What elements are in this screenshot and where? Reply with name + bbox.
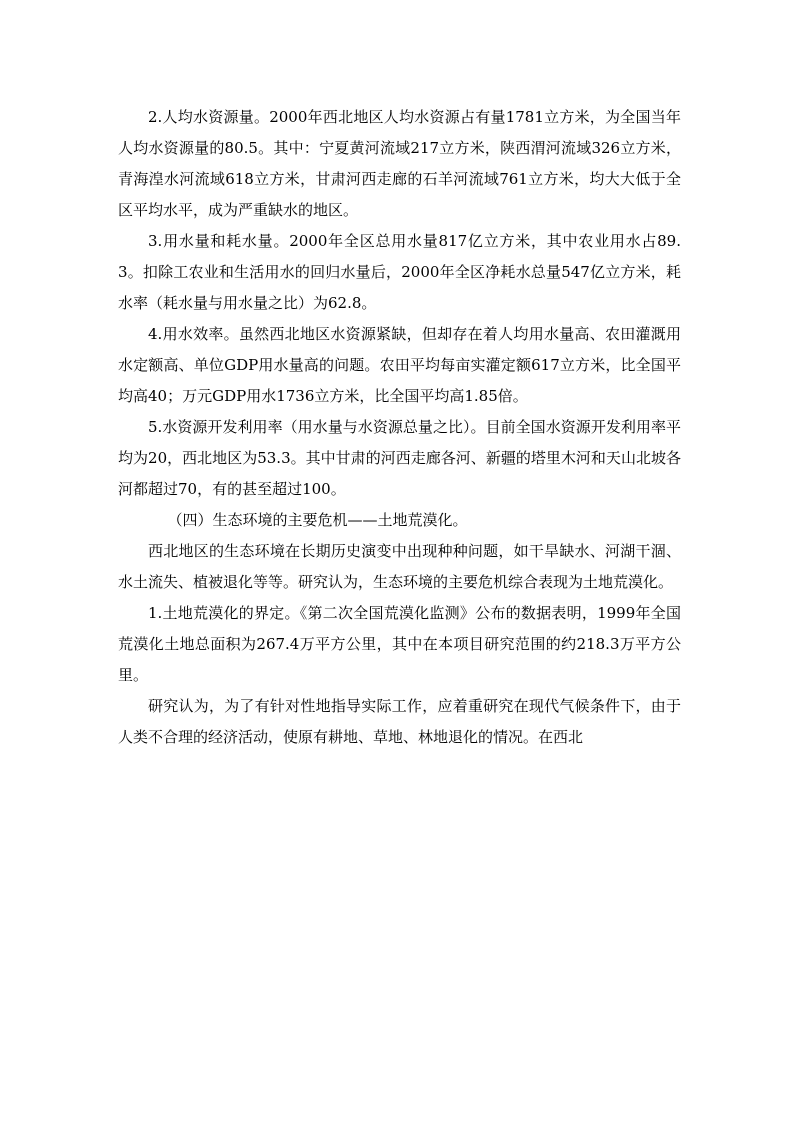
paragraph-water-use-consumption: 3.用水量和耗水量。2000年全区总用水量817亿立方米，其中农业用水占89.3。扣除工农业和生活用水的回归水量后，2000年全区净耗水总量547亿立方米，耗水率（耗水量与用水量之比）为62.8。 [118, 232, 681, 312]
paragraph-per-capita-water: 2.人均水资源量。2000年西北地区人均水资源占有量1781立方米，为全国当年人均水资源量的80.5。其中：宁夏黄河流域217立方米，陕西渭河流域326立方米，青海湟水河流域618立方米，甘肃河西走廊的石羊河流域761立方米，均大大低于全区平均水平，成为严重缺水的地区。 [118, 108, 681, 219]
section-heading-desertification: （四）生态环境的主要危机——土地荒漠化。 [167, 511, 468, 529]
paragraph-water-use-efficiency: 4.用水效率。虽然西北地区水资源紧缺，但却存在着人均用水量高、农田灌溉用水定额高、单位GDP用水量高的问题。农田平均每亩实灌定额617立方米，比全国平均高40；万元GDP用水1736立方米，比全国平均高1.85倍。 [118, 325, 681, 405]
paragraph-research-focus: 研究认为，为了有针对性地指导实际工作，应着重研究在现代气候条件下，由于人类不合理的经济活动，使原有耕地、草地、林地退化的情况。在西北 [118, 697, 681, 746]
paragraph-ecological-problems: 西北地区的生态环境在长期历史演变中出现种种问题，如干旱缺水、河湖干涸、水土流失、植被退化等等。研究认为，生态环境的主要危机综合表现为土地荒漠化。 [118, 542, 681, 591]
paragraph-desertification-definition: 1.土地荒漠化的界定。《第二次全国荒漠化监测》公布的数据表明，1999年全国荒漠化土地总面积为267.4万平方公里，其中在本项目研究范围的约218.3万平方公里。 [118, 604, 681, 684]
paragraph-water-development-rate: 5.水资源开发利用率（用水量与水资源总量之比）。目前全国水资源开发利用率平均为20，西北地区为53.3。其中甘肃的河西走廊各河、新疆的塔里木河和天山北坡各河都超过70，有的甚至超过100。 [118, 418, 681, 498]
document-page [118, 102, 681, 753]
